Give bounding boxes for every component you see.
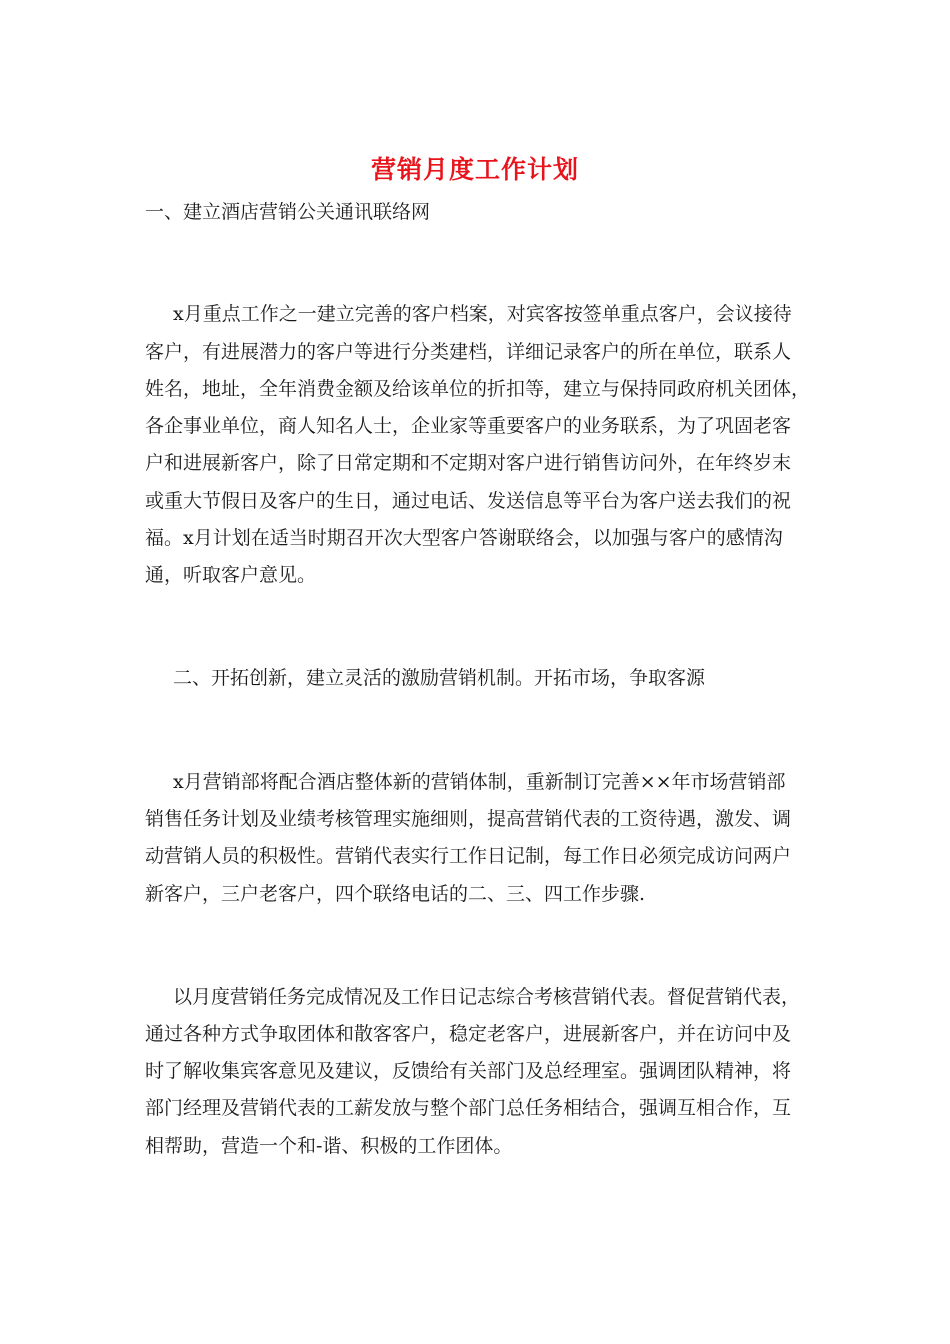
paragraph-line: 以月度营销任务完成情况及工作日记志综合考核营销代表。督促营销代表， xyxy=(173,986,801,1008)
paragraph-line: x月营销部将配合酒店整体新的营销体制，重新制订完善××年市场营销部 xyxy=(173,771,786,793)
section-heading-1: 一、建立酒店营销公关通讯联络网 xyxy=(145,201,431,223)
paragraph-line: 通，听取客户意见。 xyxy=(145,564,317,586)
paragraph-line: x月重点工作之一建立完善的客户档案，对宾客按签单重点客户，会议接待 xyxy=(173,303,792,325)
paragraph-line: 各企事业单位，商人知名人士，企业家等重要客户的业务联系，为了巩固老客 xyxy=(145,415,792,437)
paragraph-line: 销售任务计划及业绩考核管理实施细则，提高营销代表的工资待遇，激发、调 xyxy=(145,808,792,830)
paragraph-line: 福。x月计划在适当时期召开次大型客户答谢联络会，以加强与客户的感情沟 xyxy=(145,527,783,549)
paragraph-line: 姓名，地址，全年消费金额及给该单位的折扣等，建立与保持同政府机关团体， xyxy=(145,378,811,400)
paragraph-line: 部门经理及营销代表的工薪发放与整个部门总任务相结合，强调互相合作，互 xyxy=(145,1097,792,1119)
section-heading-2: 二、开拓创新，建立灵活的激励营销机制。开拓市场，争取客源 xyxy=(173,667,706,689)
document-title: 营销月度工作计划 xyxy=(370,155,579,184)
paragraph-line: 时了解收集宾客意见及建议，反馈给有关部门及总经理室。强调团队精神，将 xyxy=(145,1060,792,1082)
paragraph-line: 或重大节假日及客户的生日，通过电话、发送信息等平台为客户送去我们的祝 xyxy=(145,490,792,512)
paragraph-line: 客户，有进展潜力的客户等进行分类建档，详细记录客户的所在单位，联系人 xyxy=(145,341,792,363)
paragraph-line: 通过各种方式争取团体和散客客户，稳定老客户，进展新客户，并在访问中及 xyxy=(145,1023,792,1045)
paragraph-line: 相帮助，营造一个和-谐、积极的工作团体。 xyxy=(145,1135,513,1157)
paragraph-line: 户和进展新客户，除了日常定期和不定期对客户进行销售访问外，在年终岁末 xyxy=(145,452,792,474)
paragraph-line: 新客户，三户老客户，四个联络电话的二、三、四工作步骤. xyxy=(145,883,646,905)
paragraph-line: 动营销人员的积极性。营销代表实行工作日记制，每工作日必须完成访问两户 xyxy=(145,845,792,867)
